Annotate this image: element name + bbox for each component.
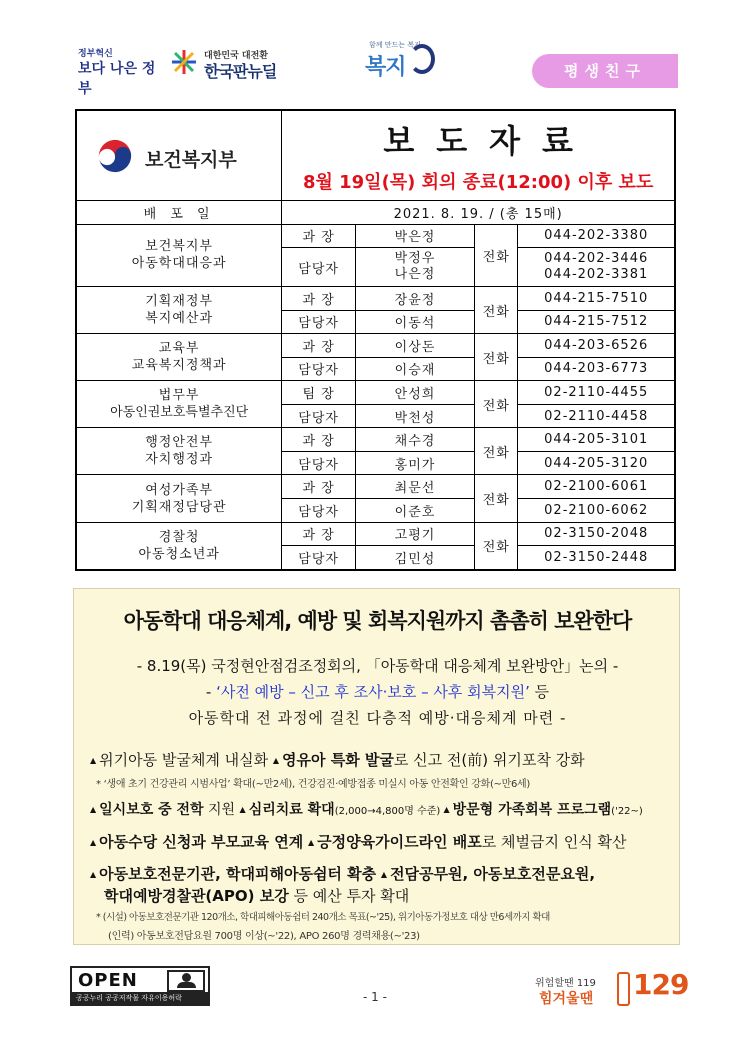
dept-division: 복지예산과 [145, 311, 214, 327]
logo2-caption: 대한민국 대전환 [204, 51, 268, 61]
bullet-3-c: 로 체벌금지 인식 확산 [481, 833, 627, 851]
contact-phone: 044-205-3101 [518, 428, 675, 452]
contact-name: 안성희 [355, 381, 474, 405]
hotline-129-logo [535, 968, 689, 1010]
contact-dept [76, 381, 282, 428]
contact-dept [76, 428, 282, 475]
contact-name: 이준호 [355, 499, 474, 523]
dept-division: 아동학대대응과 [131, 256, 227, 272]
new-deal-star-icon [170, 48, 198, 76]
contact-phone: 02-2110-4458 [518, 404, 675, 428]
bullet-3-a: 아동수당 신청과 부모교육 연계 [99, 833, 304, 851]
contact-dept [76, 334, 282, 381]
kogl-open-license-logo [70, 966, 210, 1006]
dept-division: 교육복지정책과 [131, 358, 227, 374]
bullet-4-a: 아동보호전문기관, 학대피해아동쉼터 확충 [99, 865, 377, 883]
bullet-2-a: 일시보호 중 전학 [99, 802, 204, 818]
triangle-bullet-icon: ▲ [272, 756, 280, 765]
title-cell [282, 110, 675, 200]
dept-ministry: 교육부 [158, 341, 200, 357]
dept-division: 기획재정담당관 [131, 499, 227, 515]
ministry-name: 보건복지부 [145, 149, 237, 171]
triangle-bullet-icon: ▲ [90, 756, 97, 765]
triangle-bullet-icon: ▲ [90, 805, 97, 814]
contact-dept [76, 224, 282, 286]
page-number: - 1 - [363, 990, 387, 1004]
phone-label: 전화 [475, 475, 518, 522]
contact-role: 담당자 [282, 499, 356, 523]
triangle-bullet-icon: ▲ [90, 838, 97, 847]
bullet-4-cont [104, 885, 409, 906]
bullet-2-a2: 지원 [203, 802, 240, 818]
bullet-4-b: 전담공무원, 아동보호전문요원, [390, 865, 596, 883]
bullet-1-c: 로 신고 전(前) 위기포착 강화 [393, 751, 585, 769]
dept-ministry: 행정안전부 [145, 435, 214, 451]
lifelong-friend-tag: 평생친구 [532, 54, 678, 88]
contact-name [355, 248, 474, 287]
bullet-1 [90, 749, 585, 770]
bullet-4-c: 학대예방경찰관(APO) 보강 [104, 887, 289, 905]
contact-phone: 044-205-3120 [518, 451, 675, 475]
logo3-caption: 함께 만드는 복지 [369, 41, 421, 49]
contact-phone: 02-2100-6062 [518, 499, 675, 523]
contact-name: 이동석 [355, 310, 474, 334]
contact-role: 담당자 [282, 248, 356, 287]
dept-ministry: 법무부 [158, 388, 200, 404]
contact-role: 과 장 [282, 286, 356, 310]
contact-role: 과 장 [282, 334, 356, 358]
headline: 아동학대 대응체계, 예방 및 회복지원까지 촘촘히 보완한다 [123, 609, 632, 633]
ministry-logo-cell [76, 110, 282, 200]
note-1: * ‘생애 초기 건강관리 시범사업’ 확대(~만2세), 건강검진·예방접종 미실시 아동 안전확인 강화(~만6세) [96, 779, 531, 790]
contact-name: 고평기 [355, 522, 474, 546]
bullet-2-b2: (2,000→4,800명 수준) [334, 806, 444, 817]
contact-name: 홍미가 [355, 451, 474, 475]
dept-ministry: 보건복지부 [145, 239, 214, 255]
contact-phone: 044-203-6526 [518, 334, 675, 358]
subheading-2 [74, 681, 681, 702]
contact-phone: 02-2110-4455 [518, 381, 675, 405]
contact-name: 장윤정 [355, 286, 474, 310]
open-text: OPEN [78, 970, 138, 991]
phone-label: 전화 [475, 334, 518, 381]
release-date-value: 2021. 8. 19. / (총 15매) [282, 200, 675, 224]
bullet-4 [90, 863, 595, 884]
contact-role: 담당자 [282, 451, 356, 475]
triangle-bullet-icon: ▲ [380, 870, 388, 879]
contact-phone: 02-3150-2448 [518, 546, 675, 570]
phone-icon [617, 972, 630, 1006]
subheading-3: 아동학대 전 과정에 걸친 다층적 예방·대응체계 마련 - [188, 709, 567, 727]
subheading-2-suffix: 등 [529, 683, 550, 701]
contact-role: 담당자 [282, 357, 356, 381]
contact-phone-2: 044-202-3381 [544, 267, 649, 282]
release-title: 보도자료 [383, 122, 595, 161]
dept-ministry: 경찰청 [158, 529, 200, 545]
welfare-arc-icon [409, 44, 435, 74]
contact-role: 담당자 [282, 404, 356, 428]
bullet-1-b: 영유아 특화 발굴 [282, 751, 394, 769]
contact-phone-1: 044-202-3446 [544, 251, 649, 266]
subheading-2-highlight: ‘사전 예방 – 신고 후 조사·보호 – 사후 회복지원’ [216, 683, 530, 701]
hotline-caption: 위험할땐 119 [535, 978, 596, 989]
bullet-4-d: 등 예산 투자 확대 [288, 887, 410, 905]
triangle-bullet-icon: ▲ [307, 838, 315, 847]
contact-role: 과 장 [282, 224, 356, 248]
phone-label: 전화 [475, 381, 518, 428]
hotline-text: 힘겨울땐 [539, 991, 594, 1007]
contact-name: 채수경 [355, 428, 474, 452]
bullet-2 [90, 799, 643, 819]
summary-box [73, 588, 680, 945]
contact-name: 김민성 [355, 546, 474, 570]
contact-name-2: 나은정 [394, 267, 436, 282]
contact-phone [518, 248, 675, 287]
release-date-label: 배 포 일 [76, 200, 282, 224]
hotline-number: 129 [633, 968, 689, 1001]
contact-role: 담당자 [282, 310, 356, 334]
triangle-bullet-icon: ▲ [443, 805, 450, 814]
note-3: (인력) 아동보호전담요원 700명 이상(~'22), APO 260명 경력채용(~'23) [108, 931, 420, 942]
dept-division: 자치행정과 [145, 452, 214, 468]
subheading-2-prefix: - [205, 683, 217, 701]
contact-phone: 044-202-3380 [518, 224, 675, 248]
welfare-logo [363, 40, 443, 82]
dept-division: 아동청소년과 [138, 546, 220, 562]
dept-division: 아동인권보호특별추진단 [110, 405, 249, 421]
bullet-3 [90, 831, 626, 852]
contact-name-1: 박정우 [394, 251, 436, 266]
phone-label: 전화 [475, 224, 518, 286]
contact-name: 박천성 [355, 404, 474, 428]
contact-role: 팀 장 [282, 381, 356, 405]
bullet-2-c: 방문형 가족회복 프로그램 [452, 802, 612, 818]
dept-ministry: 기획재정부 [145, 294, 214, 310]
bullet-2-b: 심리치료 확대 [248, 802, 335, 818]
triangle-bullet-icon: ▲ [90, 870, 97, 879]
contact-name: 박은정 [355, 224, 474, 248]
phone-label: 전화 [475, 286, 518, 333]
logo1-text: 보다 나은 정부 [78, 61, 156, 97]
bullet-1-a: 위기아동 발굴체계 내실화 [99, 751, 269, 769]
bullet-3-b: 긍정양육가이드라인 배포 [317, 833, 482, 851]
taegeuk-emblem-icon [95, 136, 135, 176]
contact-phone: 044-203-6773 [518, 357, 675, 381]
phone-label: 전화 [475, 522, 518, 570]
note-2: * (시설) 아동보호전문기관 120개소, 학대피해아동쉼터 240개소 목표(~'25), 위기아동가정보호 대상 만6세까지 확대 [96, 912, 550, 923]
subheading-1: - 8.19(목) 국정현안점검조정회의, 「아동학대 대응체계 보완방안」논의 - [136, 657, 619, 675]
logo1-caption: 정부혁신 [78, 49, 113, 59]
logo2-text: 한국판뉴딜 [204, 62, 277, 81]
contact-role: 담당자 [282, 546, 356, 570]
contact-phone: 02-2100-6061 [518, 475, 675, 499]
contact-dept [76, 286, 282, 333]
government-innovation-logo [78, 44, 160, 97]
contact-phone: 044-215-7512 [518, 310, 675, 334]
contact-phone: 02-3150-2048 [518, 522, 675, 546]
embargo-notice: 8월 19일(목) 회의 종료(12:00) 이후 보도 [302, 172, 654, 194]
contact-role: 과 장 [282, 428, 356, 452]
page-header [0, 0, 750, 100]
contact-name: 최문선 [355, 475, 474, 499]
contact-dept [76, 475, 282, 522]
attribution-person-icon [167, 970, 205, 992]
contact-name: 이승재 [355, 357, 474, 381]
contact-phone: 044-215-7510 [518, 286, 675, 310]
triangle-bullet-icon: ▲ [239, 805, 246, 814]
logo3-text: 복지 [365, 55, 406, 80]
contact-name: 이상돈 [355, 334, 474, 358]
phone-label: 전화 [475, 428, 518, 475]
korean-new-deal-logo [170, 46, 310, 80]
open-license-caption: 공공누리 공공저작물 자유이용허락 [72, 992, 208, 1004]
press-release-table [75, 109, 676, 571]
contact-role: 과 장 [282, 475, 356, 499]
contact-dept [76, 522, 282, 570]
contact-role: 과 장 [282, 522, 356, 546]
bullet-2-c2: ('22~) [611, 806, 643, 817]
dept-ministry: 여성가족부 [145, 482, 214, 498]
